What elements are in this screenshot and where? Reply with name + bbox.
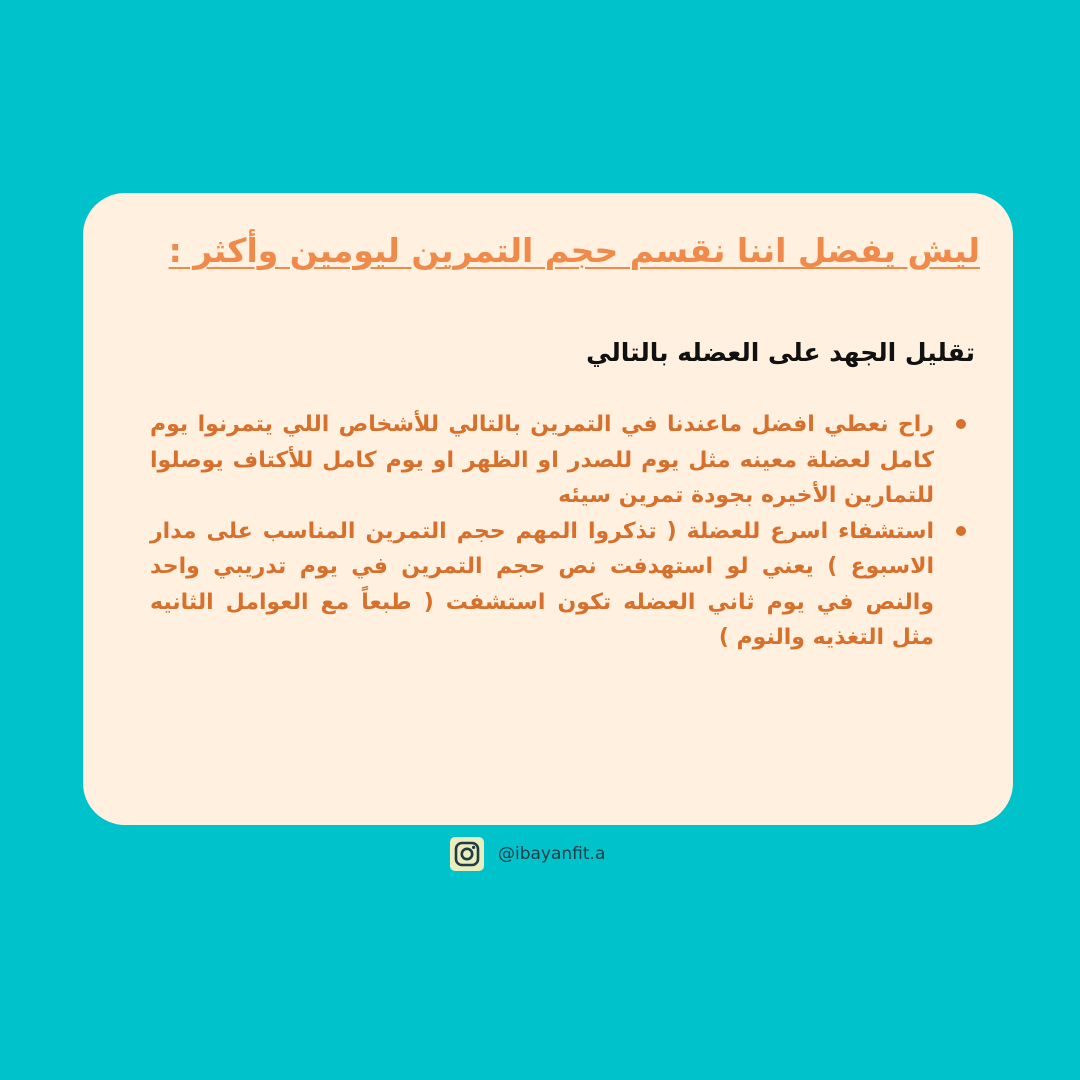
card-title: ليش يفضل اننا نقسم حجم التمرين ليومين وأكثر :: [168, 231, 980, 270]
instagram-handle[interactable]: @ibayanfit.a: [498, 844, 606, 864]
bullet-list: [150, 407, 968, 656]
content-card: [83, 193, 1013, 825]
social-footer: [450, 837, 605, 871]
bullet-item: راح نعطي افضل ماعندنا في التمرين بالتالي للأشخاص اللي يتمرنوا يوم كامل لعضلة معينه مثل يوم للصدر او الظهر او يوم كامل للأكتاف يوصلوا للتمارين الأخيره بجودة تمرين سيئه: [150, 407, 968, 514]
card-subheading: تقليل الجهد على العضله بالتالي: [586, 338, 975, 367]
bullet-item: استشفاء اسرع للعضلة ( تذكروا المهم حجم التمرين المناسب على مدار الاسبوع ) يعني لو استهدفت نص حجم التمرين في يوم تدريبي واحد والنص في يوم ثاني العضله تكون استشفت ( طبعاً مع العوامل الثانيه مثل التغذيه والنوم ): [150, 514, 968, 656]
instagram-icon[interactable]: [450, 837, 484, 871]
